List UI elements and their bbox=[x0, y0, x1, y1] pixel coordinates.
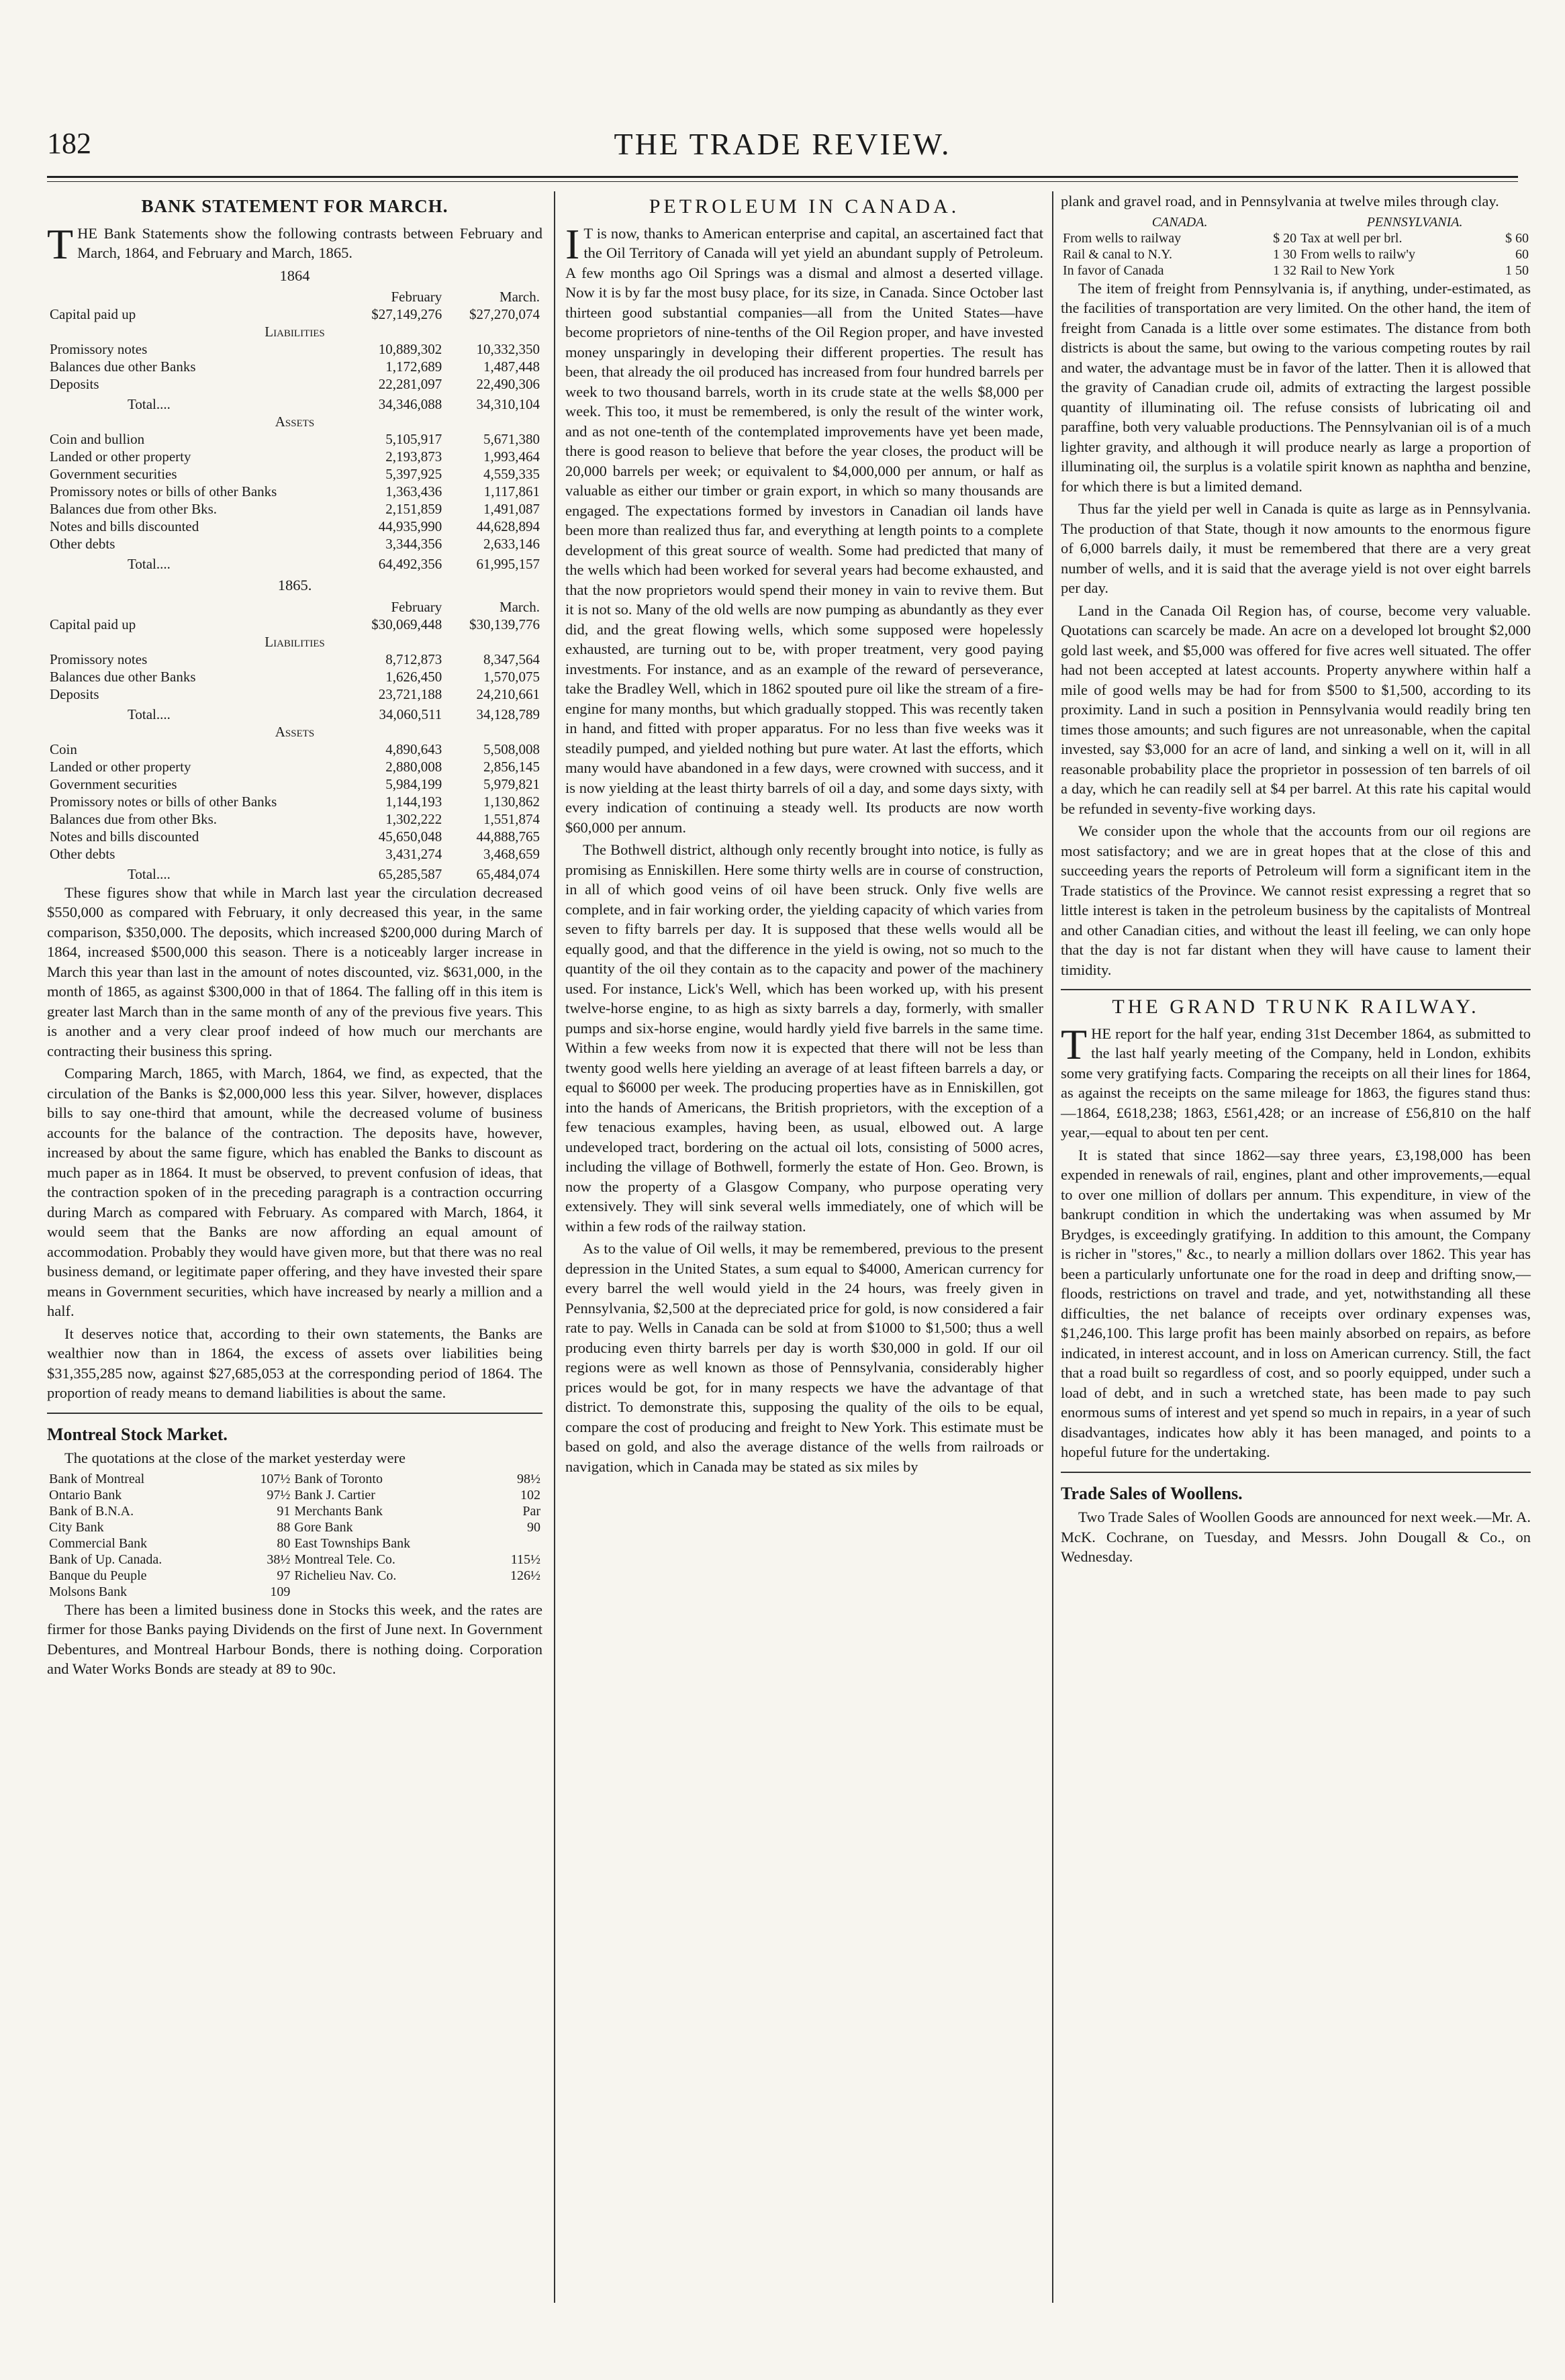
bank-table-1864: February March. Capital paid up $27,149,276 $27,270,074 Liabilities Promissory notes 10,889,302 10,332,350 Balances due other Banks 1,172,689 1,487,448 Deposits 22,281,097 22,490,306 Total.... 34,346,088 34,310,104 Assets Coin and bullion 5,105,917 5,671,380 Landed or other property 2,193,873 1,993,464 Government securities 5,397,925 4,559,335 Promissory notes or bills of other Banks 1,363,436 1,117,861 Balances due from other Bks. 2,151,859 1,491,087 Notes and bills discounted 44,935,990 44,628,894 Other debts 3,344,356 2,633,146 Total.... 64,492,356 61,995,157 bbox=[47, 288, 542, 573]
petroleum-paragraph: As to the value of Oil wells, it may be remembered, previous to the present depression in the United States, a sum equal to $4000, American currency for every barrel the well would yield in the 24 hours, was freely given in Pennsylvania, $2,500 at the depreciated price for gold, is now considered a fair rate to pay. Wells in Canada can be sold at from $1000 to $1,500; thus a well producing even thirty barrels per day is worth $30,000 in gold. If our oil regions were as well known as those of Pennsylvania, considerably higher prices would be got, for in many respects we have the advantage of that district. To demonstrate this, supposing the quality of the oils to be equal, compare the cost of producing and freight to New York. This estimate must be based on gold, and also the average distance of the wells from railroads or navigation, which in Canada may be stated as six miles by bbox=[565, 1240, 1043, 1475]
table-row: Notes and bills discounted 44,935,990 44,628,894 bbox=[50, 518, 540, 534]
petroleum-paragraph: Land in the Canada Oil Region has, of course, become very valuable. Quotations can scarcely be made. An acre on a developed lot brought $2,000 gold last week, and $5,000 was offered for five acres well situated. The offer had not been accepted at latest accounts. Property anywhere within half a mile of good wells may be had for from $500 to $1,500, according to its proximity. Land in such a position in Pennsylvania would readily bring ten times those amounts; and such figures are not unreasonable, when the capital invested, say $3,000 for an acre of land, and sinking a well on it, will in all reasonable probability place the proprietor in possession of ten barrels of oil a day, which he can readily sell at $4 per barrel. At this rate his capital would be refunded in seventy-five working days. bbox=[1061, 602, 1531, 817]
bank-intro: THE Bank Statements show the following contrasts between February and March, 1864, and February and March, 1865. bbox=[47, 220, 542, 268]
header-rule bbox=[47, 176, 1518, 178]
table-row: Promissory notes 8,712,873 8,347,564 bbox=[50, 651, 540, 667]
table-row: Molsons Bank 109 bbox=[49, 1584, 291, 1599]
woollens-paragraph: Two Trade Sales of Woollen Goods are announced for next week.—Mr. A. McK. Cochrane, on Tuesday, and Messrs. John Dougall & Co., on Wednesday. bbox=[1061, 1509, 1531, 1565]
stock-outro: There has been a limited business done in Stocks this week, and the rates are firmer for those Banks paying Dividends on the first of June next. In Government Debentures, and Montreal Harbour Bonds, there is nothing doing. Corporation and Water Works Bonds are steady at 89 to 90c. bbox=[47, 1601, 542, 1677]
table-row: Landed or other property 2,193,873 1,993,464 bbox=[50, 448, 540, 465]
header-rule-thin bbox=[47, 181, 1518, 182]
table-row: Bank of Up. Canada. 38½ Montreal Tele. Co. 115½ bbox=[49, 1552, 540, 1567]
section-divider bbox=[47, 1413, 542, 1414]
bank-statement-title: BANK STATEMENT FOR MARCH. bbox=[141, 196, 448, 216]
table-row: Ontario Bank 97½ Bank J. Cartier 102 bbox=[49, 1487, 540, 1503]
table-row: Government securities 5,984,199 5,979,821 bbox=[50, 775, 540, 792]
woollens-title: Trade Sales of Woollens. bbox=[1061, 1483, 1243, 1503]
year-1865: 1865. bbox=[277, 577, 312, 593]
table-row: From wells to railway $ 20 Tax at well per brl. $ 60 bbox=[1063, 230, 1529, 246]
table-row: Bank of B.N.A. 91 Merchants Bank Par bbox=[49, 1503, 540, 1519]
table-row: Promissory notes or bills of other Banks 1,363,436 1,117,861 bbox=[50, 483, 540, 499]
table-row: Promissory notes 10,889,302 10,332,350 bbox=[50, 341, 540, 357]
column-divider bbox=[1052, 191, 1053, 2303]
section-divider bbox=[1061, 989, 1531, 990]
table-row: Bank of Montreal 107½ Bank of Toronto 98½ bbox=[49, 1471, 540, 1486]
page-title: THE TRADE REVIEW. bbox=[614, 127, 951, 161]
petroleum-paragraph: The item of freight from Pennsylvania is, if anything, under-estimated, as the facilities of transportation are very limited. On the other hand, the item of freight from Canada is a little over some estimates. The distance from both districts is about the same, but owing to the various competing routes by rail and water, the advantage must be in favor of the latter. Then it is allowed that the gravity of Canadian crude oil, admits of extracting the largest possible quantity of illuminating oil. The refuse consists of lubricating oil and paraffine, both very valuable productions. The Pennsylvanian oil is of a much lighter gravity, and although it will produce nearly as large a proportion of illuminating oil, the surplus is a volatile spirit known as naphtha and benzine, for which there is but a limited demand. bbox=[1061, 279, 1531, 495]
petroleum-continuation: plank and gravel road, and in Pennsylvania at twelve miles through clay. bbox=[1061, 193, 1499, 209]
table-row: Other debts 3,344,356 2,633,146 bbox=[50, 536, 540, 552]
stock-quotes-table bbox=[47, 1471, 542, 1600]
table-row: Balances due from other Bks. 1,302,222 1,551,874 bbox=[50, 810, 540, 827]
column-1 bbox=[47, 191, 542, 1682]
page-number: 182 bbox=[47, 127, 91, 160]
year-1864: 1864 bbox=[279, 267, 310, 284]
freight-comparison-table: CANADA. PENNSYLVANIA. From wells to railway $ 20 Tax at well per brl. $ 60 Rail & canal to N.Y. 1 30 From wells to railw'y 60 In favor of Canada 1 32 Rail to New York 1 50 bbox=[1061, 214, 1531, 279]
section-divider bbox=[1061, 1472, 1531, 1473]
stock-market-title: Montreal Stock Market. bbox=[47, 1424, 228, 1444]
petroleum-paragraph: I T is now, thanks to American enterprise and capital, an ascertained fact that the Oil Territory of Canada will yet yield an abundant supply of Petroleum. A few months ago Oil Springs was a dismal and almost a deserted village. Now it is by far the most busy place, for its size, in Canada. Since October last thirteen good substantial companies—all from the United States—have become proprietors of nine-tenths of the Oil Region proper, and have invested money unsparingly in developing their different properties. The result has been, that already the oil produced has increased from four hundred barrels per week to two thousand barrels, worth in its crude state at the wells $8,000 per week. This too, it must be remembered, is only the result of the winter work, and as not one-tenth of the contemplated improvements have yet been made, there is good reason to believe that before the year closes, the product will be 20,000 barrels per week; or equivalent to $4,000,000 per annum, or half as valuable as either our timber or grain export, in which so many thousands are engaged. The expectations formed by investors in Canadian oil lands have been more than realized thus far, and everything at length points to a complete development of this great source of wealth. Some had predicted that many of the wells which had been worked for several years had become exhausted, and that the now proprietors would spend their money in vain to revive them. But it is not so. Many of the old wells are now pumping as abundantly as they ever did, and the great flowing wells, which some supposed were hopelessly exhausted, are turning out to be, with proper treatment, very good paying investments. For instance, and as an example of the reward of perseverance, take the Bradley Well, which in 1862 spouted pure oil like the stream of a fire-engine for many months, but which gradually stopped. This was recently taken in hand, and fitted with proper apparatus. For no less than five weeks was it steadily pumped, and yielded nothing but pure water. At last the efforts, which many would have abandoned in a few days, were crowned with success, and it is now yielding at the least thirty barrels of oil a day, and some days sixty, with every indication of continuing a steady well. Its products are now worth $60,000 per annum. bbox=[565, 220, 1043, 836]
bank-paragraph: It deserves notice that, according to their own statements, the Banks are wealthier now than in 1864, the excess of assets over liabilities being $31,355,285 now, against $27,685,053 at the corresponding period of 1864. The proportion of ready means to demand liabilities is about the same. bbox=[47, 1325, 542, 1401]
bank-paragraph: These figures show that while in March last year the circulation decreased $550,000 as compared with February, it only decreased this year, in the same comparison, $350,000. The deposits, which increased $200,000 during March of 1864, increased $500,000 this season. There is a noticeably larger increase in March this year than last in the amount of notes discounted, viz. $631,000, in the month of 1865, as against $300,000 in that of 1864. The falling off in this item is greater last March than in the same month of any of the previous five years. This is another and a very clear proof indeed of how much our merchants are contracting their business this spring. bbox=[47, 884, 542, 1059]
petroleum-paragraph: Thus far the yield per well in Canada is quite as large as in Pennsylvania. The production of that State, though it now amounts to the enormous figure of 6,000 barrels daily, it must be remembered that there are a very great number of wells, and it is said that the average yield is not over eight barrels per day. bbox=[1061, 500, 1531, 596]
column-2 bbox=[565, 191, 1043, 1479]
petroleum-paragraph: We consider upon the whole that the accounts from our oil regions are most satisfactory; and we are in great hopes that at the close of this and succeeding years the reports of Petroleum will form a significant item in the Trade statistics of the Province. We cannot resist expressing a regret that so little interest is taken in the petroleum business by the capitalists of Montreal and other Canadian cities, and without the least ill feeling, we can only hope that the day is not far distant when they will have cause to lament their timidity. bbox=[1061, 822, 1531, 978]
petroleum-title: PETROLEUM IN CANADA. bbox=[649, 195, 960, 218]
table-row: Balances due from other Bks. 2,151,859 1,491,087 bbox=[50, 501, 540, 517]
railway-paragraph: It is stated that since 1862—say three years, £3,198,000 has been expended in renewals of rail, engines, plant and other improvements,—equal to over one million of dollars per annum. This expenditure, in view of the bankrupt condition in which the undertaking was when assumed by Mr Brydges, is exceedingly gratifying. In addition to this amount, the Company is richer in "stores," &c., to nearly a million dollars over 1862. This year has been a particularly unfortunate one for the road in deep and drifting snow,—floods, restrictions on travel and trade, and yet, notwithstanding all these difficulties, the net balance of receipts over ordinary expenses was, $1,246,100. This large profit has been mainly absorbed on repairs, as before indicated, in interest account, and in loss on American currency. Still, the fact that a road built so regardless of cost, and so poorly equipped, under such a load of debt, and in such a wretched state, has been made to pay such enormous sums of interest and yet spend so much in repairs, in a year of such disadvantages, indicates how ably it has been managed, and points to a hopeful future for the undertaking. bbox=[1061, 1146, 1531, 1460]
table-row: Balances due other Banks 1,172,689 1,487,448 bbox=[50, 359, 540, 375]
column-3 bbox=[1061, 191, 1531, 1570]
table-row: Deposits 22,281,097 22,490,306 bbox=[50, 376, 540, 392]
bank-table-1865: February March. Capital paid up $30,069,448 $30,139,776 Liabilities Promissory notes 8,712,873 8,347,564 Balances due other Banks 1,626,450 1,570,075 Deposits 23,721,188 24,210,661 Total.... 34,060,511 34,128,789 Assets Coin 4,890,643 5,508,008 Landed or other property 2,880,008 2,856,145 Government securities 5,984,199 5,979,821 Promissory notes or bills of other Banks 1,144,193 1,130,862 Balances due from other Bks. 1,302,222 1,551,874 Notes and bills discounted 45,650,048 44,888,765 Other debts 3,431,274 3,468,659 Total.... 65,285,587 65,484,074 bbox=[47, 598, 542, 883]
table-row: Coin and bullion 5,105,917 5,671,380 bbox=[50, 431, 540, 447]
column-divider bbox=[554, 191, 555, 2303]
stock-intro: The quotations at the close of the market yesterday were bbox=[64, 1449, 406, 1466]
table-row: Landed or other property 2,880,008 2,856,145 bbox=[50, 758, 540, 775]
table-row: Banque du Peuple 97 Richelieu Nav. Co. 126½ bbox=[49, 1568, 540, 1583]
table-row: Other debts 3,431,274 3,468,659 bbox=[50, 845, 540, 862]
table-row: Coin 4,890,643 5,508,008 bbox=[50, 741, 540, 757]
table-row: Notes and bills discounted 45,650,048 44,888,765 bbox=[50, 828, 540, 845]
table-row: Promissory notes or bills of other Banks 1,144,193 1,130,862 bbox=[50, 793, 540, 810]
table-row: City Bank 88 Gore Bank 90 bbox=[49, 1519, 540, 1535]
table-row: Rail & canal to N.Y. 1 30 From wells to railw'y 60 bbox=[1063, 246, 1529, 262]
table-row: Deposits 23,721,188 24,210,661 bbox=[50, 685, 540, 702]
table-row: Balances due other Banks 1,626,450 1,570,075 bbox=[50, 668, 540, 685]
table-row: Commercial Bank 80 East Townships Bank bbox=[49, 1535, 411, 1551]
table-row: In favor of Canada 1 32 Rail to New York 1 50 bbox=[1063, 263, 1529, 278]
bank-paragraph: Comparing March, 1865, with March, 1864, we find, as expected, that the circulation of the Banks is $2,000,000 less this year. Silver, however, displaces bills to say one-third that amount, while the decreased volume of business accounts for the balance of the contraction. The deposits have, however, increased by about the same figure, which has enabled the Banks to discount as much paper as in 1864. It must be observed, to prevent confusion of ideas, that the contraction spoken of in the preceding paragraph is a contraction occurring during March as compared with February. As compared with March, 1864, it would seem that the Banks are now affording an equal amount of accommodation. Probably they would have given more, but that there was no real business demand, or legitimate paper offering, and they have invested their spare means in Government securities, which have increased by nearly a million and a half. bbox=[47, 1065, 542, 1319]
page-header bbox=[47, 126, 1518, 173]
grand-trunk-title: THE GRAND TRUNK RAILWAY. bbox=[1112, 996, 1480, 1018]
railway-paragraph: THE report for the half year, ending 31st December 1864, as submitted to the last half yearly meeting of the Company, held in London, exhibits some very gratifying facts. Comparing the receipts on all their lines for 1864, as against the receipts on the same mileage for 1863, the figures stand thus:—1864, £618,238; 1863, £561,428; or an increase of £56,810 on the half year,—equal to about ten per cent. bbox=[1061, 1020, 1531, 1141]
table-row: Government securities 5,397,925 4,559,335 bbox=[50, 466, 540, 482]
petroleum-paragraph: The Bothwell district, although only recently brought into notice, is fully as promising as Enniskillen. Here some thirty wells are in course of construction, in all of which good veins of oil have been struck. Only five wells are complete, and in fair working order, the yielding capacity of which varies from seven to fifty barrels per day. It is supposed that these wells would all be equally good, and that the difference in the yield is owing, not so much to the quantity of the oil they contain as to the capacity and power of the machinery used. For instance, Lick's Well, which has been worked up, with his present twelve-horse engine, to as high as sixty barrels a day, formerly, with smaller pumps and six-horse engine, would hardly yield five barrels in the same time. Within a few weeks from now it is expected that there will not be less than twenty good wells here yielding an average of at least fifteen barrels a day, or equal to $6000 per week. The producing properties have as in Enniskillen, got into the hands of Americans, the British proprietors, with the exception of a few tenacious examples, having been, as usual, elbowed out. A large undeveloped tract, bordering on the actual oil lots, consisting of 5000 acres, including the village of Bothwell, formerly the estate of Hon. Geo. Brown, is now the property of a Glasgow Company, who purpose operating very extensively. They will sink several wells immediately, one of which will be within a few rods of the railway station. bbox=[565, 841, 1043, 1235]
